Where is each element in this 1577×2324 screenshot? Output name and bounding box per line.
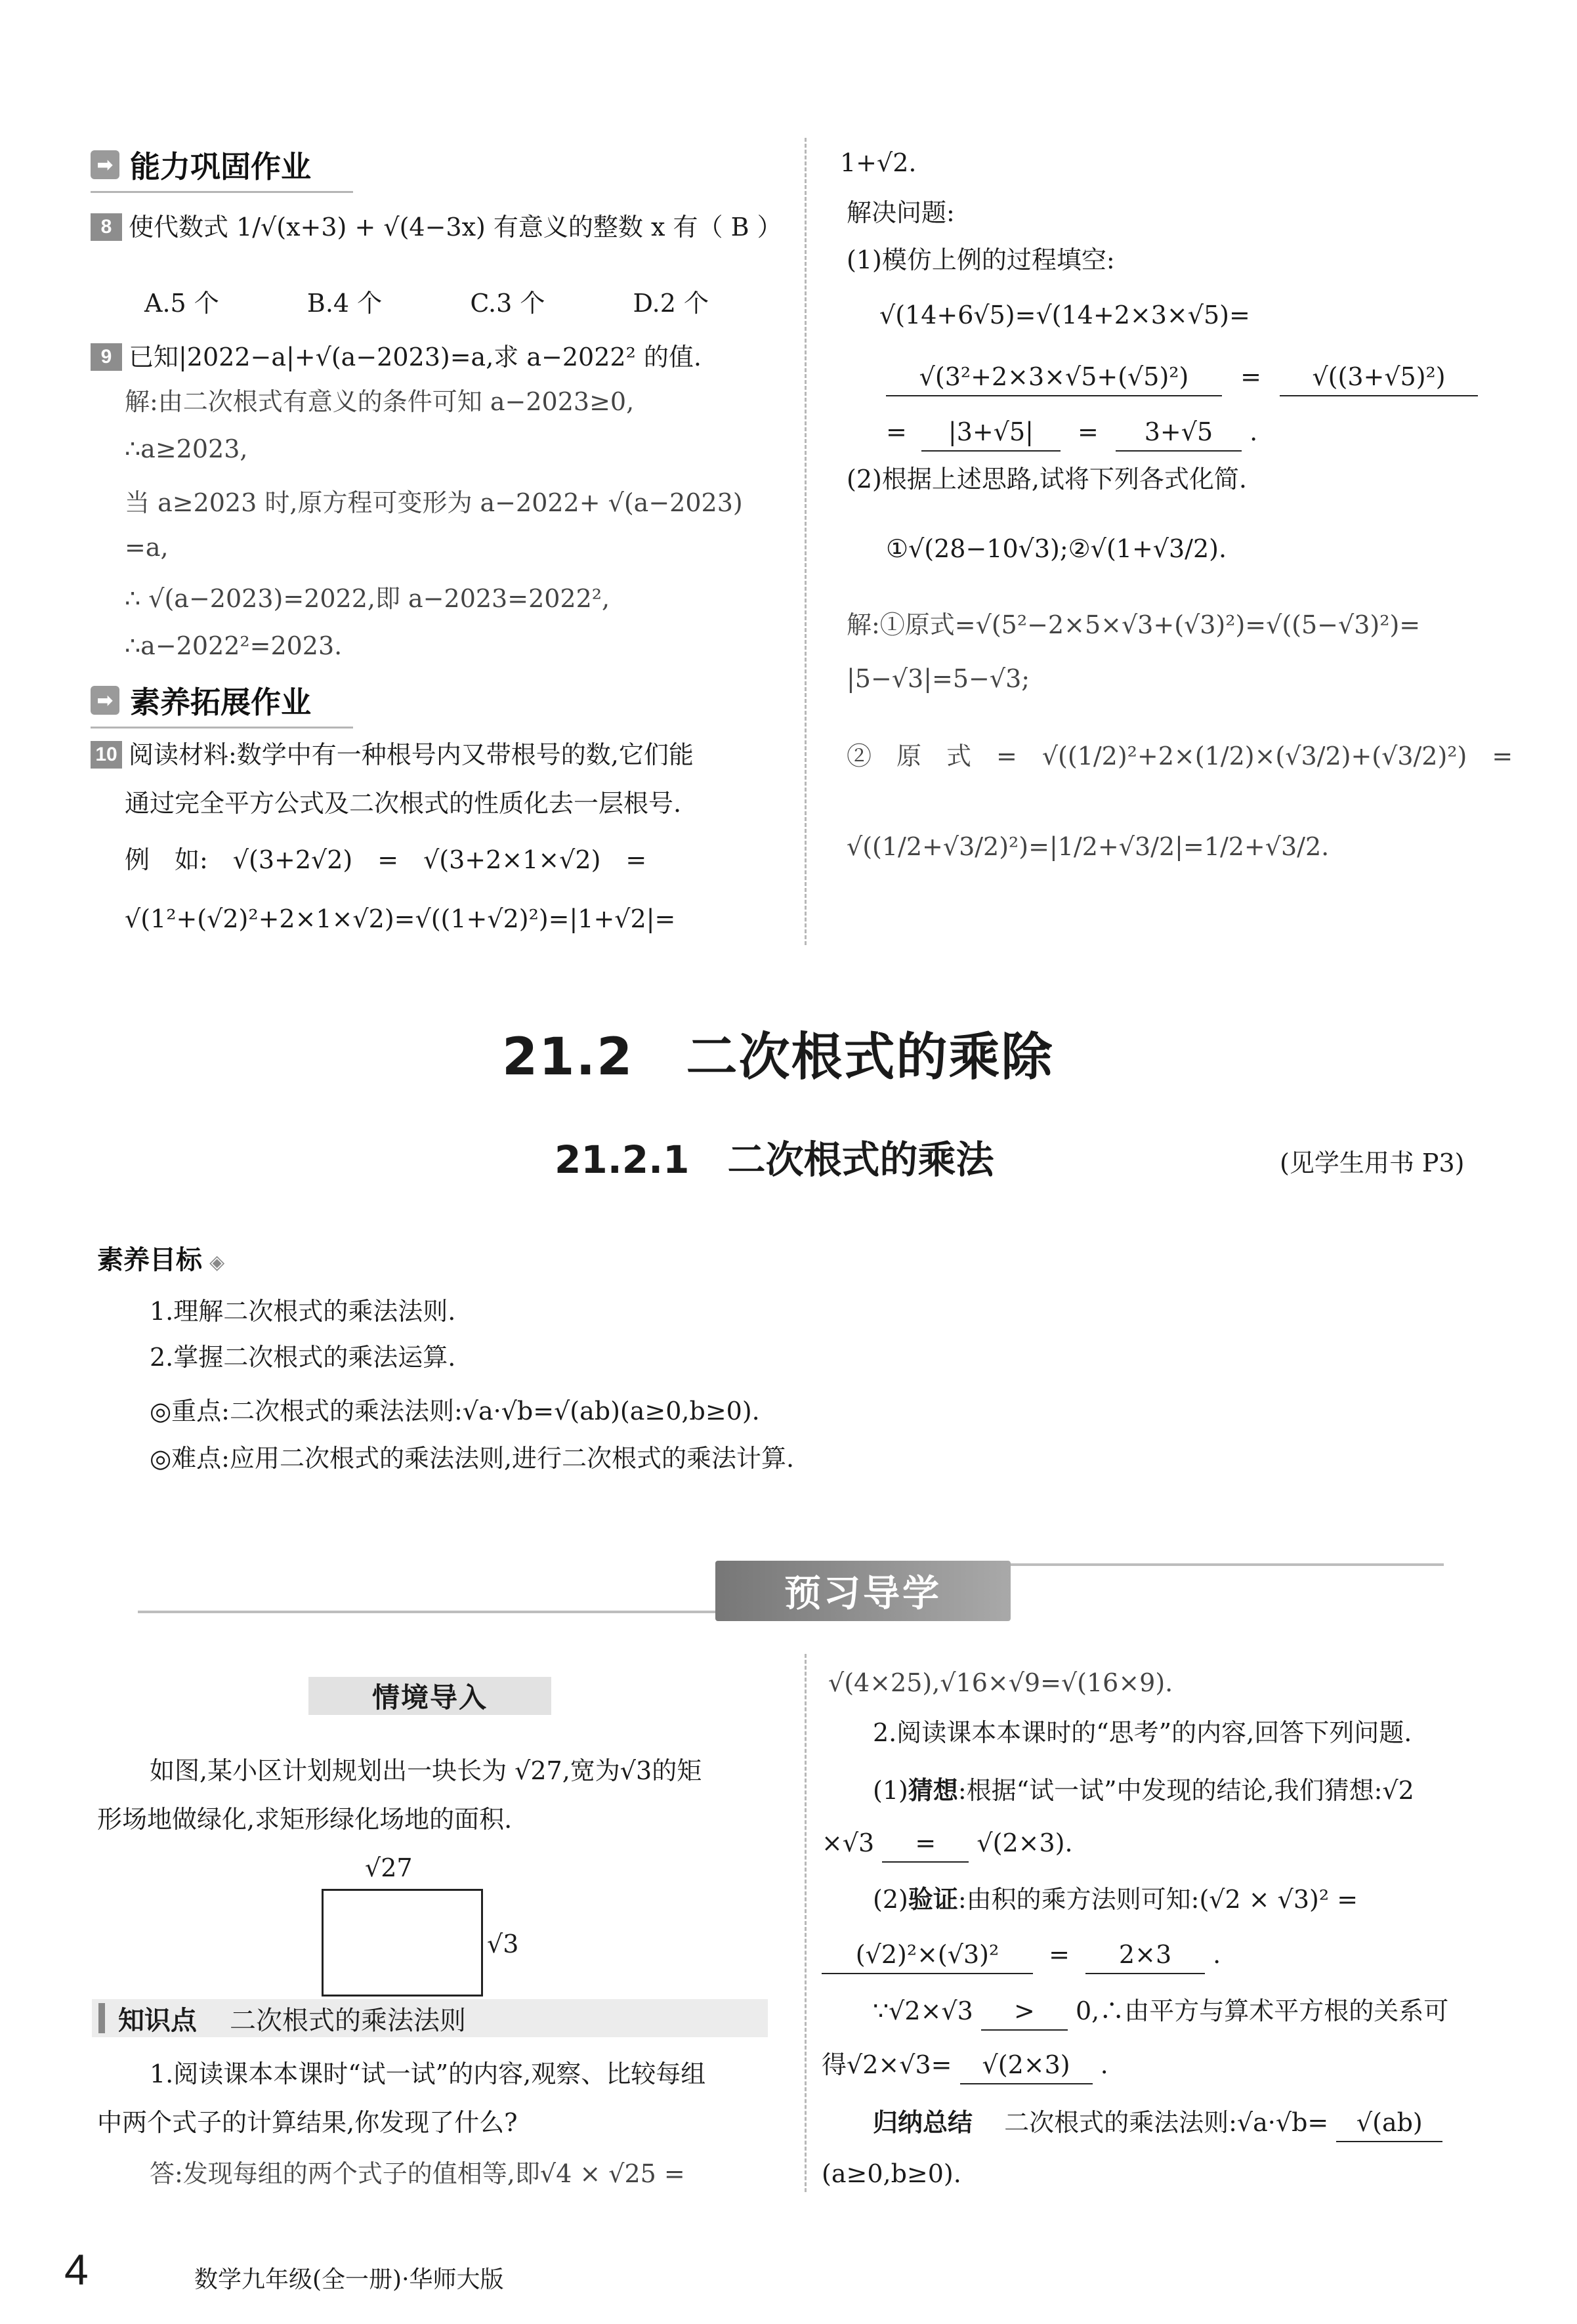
knowledge-label: 知识点 [118, 2006, 197, 2035]
part-2-solution: |5−√3|=5−√3; [847, 664, 1030, 693]
preview-banner: 预习导学 [715, 1561, 1011, 1621]
expr: ×√3 [822, 1828, 875, 1857]
goals-label-text: 素养目标 [97, 1246, 202, 1275]
question-number: 9 [91, 343, 122, 371]
answer-blank: 3+√5 [1116, 413, 1242, 452]
goals-label [97, 1239, 224, 1277]
fill-row-2 [886, 413, 1257, 452]
right-bottom-line: √(4×25),√16×√9=√(16×9). [828, 1668, 1173, 1697]
since-line [873, 1993, 1448, 2031]
question-text: 阅读材料:数学中有一种根号内又带根号的数,它们能 [129, 740, 694, 769]
summary-text: 二次根式的乘法法则:√a·√b= [1004, 2108, 1329, 2137]
question-10-line [91, 736, 694, 773]
part-2-items: ①√(28−10√3);②√(1+√3/2). [886, 534, 1227, 563]
knowledge-answer: 答:发现每组的两个式子的值相等,即√4 × √25 = [150, 2159, 685, 2188]
header-underline [91, 191, 353, 193]
question-text: 使代数式 1/√(x+3) + √(4−3x) 有意义的整数 x 有（ B ） [129, 213, 782, 242]
section-header-extension [91, 679, 311, 722]
goal-item: 1.理解二次根式的乘法法则. [150, 1297, 456, 1326]
goal-item: 2.掌握二次根式的乘法运算. [150, 1343, 456, 1372]
fill-row-1 [886, 358, 1478, 396]
summary-line [873, 2104, 1442, 2142]
option-b: B.4 个 [306, 289, 383, 318]
answer-blank: √((3+√5)²) [1280, 358, 1478, 396]
part-2-solution: √((1/2+√3/2)²)=|1/2+√3/2|=1/2+√3/2. [847, 832, 1330, 861]
equals-sign: = [1240, 362, 1261, 391]
rectangle-width-label: √3 [487, 1930, 519, 1958]
goal-difficulty: ◎难点:应用二次根式的乘法法则,进行二次根式的乘法计算. [150, 1444, 795, 1473]
header-label: 能力巩固作业 [130, 150, 311, 184]
verify-answer-line [822, 1936, 1221, 1974]
q9-solution-line: ∴ √(a−2023)=2022,即 a−2023=2022², [125, 584, 610, 613]
header-underline [91, 727, 353, 729]
header-label: 素养拓展作业 [130, 685, 311, 719]
part-num: (1) [873, 1776, 908, 1805]
summary-label: 归纳总结 [873, 2109, 973, 2137]
knowledge-point-bar [92, 1999, 768, 2037]
part-num: (2) [873, 1885, 908, 1914]
answer-blank: > [981, 1993, 1068, 2031]
option-d: D.2 个 [633, 289, 709, 318]
question-9-stem [91, 339, 702, 375]
section-title: 21.2 二次根式的乘除 [502, 1028, 1054, 1087]
column-divider [805, 1654, 807, 2192]
rectangle-length-label: √27 [365, 1853, 413, 1882]
bar-tick [98, 2003, 105, 2033]
expr: 0,∴由平方与算术平方根的关系可 [1076, 1997, 1449, 2025]
q9-solution-line: 当 a≥2023 时,原方程可变形为 a−2022+ √(a−2023) [125, 488, 743, 517]
right-bottom-line: 2.阅读课本本课时的“思考”的内容,回答下列问题. [873, 1718, 1412, 1747]
guess-text: :根据“试一试”中发现的结论,我们猜想:√2 [957, 1776, 1414, 1805]
question-text: 已知|2022−a|+√(a−2023)=a,求 a−2022² 的值. [129, 343, 702, 371]
question-10-line: 通过完全平方公式及二次根式的性质化去一层根号. [125, 789, 682, 818]
subsection-title: 21.2.1 二次根式的乘法 [555, 1137, 994, 1182]
banner-rail-right [1011, 1563, 1444, 1566]
column-divider [805, 138, 807, 945]
period: . [1213, 1940, 1221, 1969]
answer-blank: (√2)²×(√3)² [822, 1936, 1033, 1974]
page-number: 4 [64, 2245, 89, 2294]
equals-sign: = [886, 417, 907, 446]
option-c: C.3 个 [470, 289, 545, 318]
part-2-solution: 解:①原式=√(5²−2×5×√3+(√3)²)=√((5−√3)²)= [847, 610, 1421, 639]
guess-answer-line [822, 1825, 1073, 1863]
answer-blank: |3+√5| [921, 413, 1061, 452]
situation-text: 如图,某小区计划规划出一块长为 √27,宽为√3的矩 [150, 1756, 702, 1785]
answer-blank: √(ab) [1336, 2104, 1442, 2142]
q9-solution-line: 解:由二次根式有意义的条件可知 a−2023≥0, [125, 387, 635, 416]
part-2-prompt: (2)根据上述思路,试将下列各式化简. [847, 465, 1247, 494]
part-2-solution: ② 原 式 = √((1/2)²+2×(1/2)×(√3/2)+(√3/2)²) = [847, 742, 1513, 771]
option-a: A.5 个 [144, 289, 219, 318]
summary-condition: (a≥0,b≥0). [822, 2159, 961, 2188]
expr: ∵√2×√3 [873, 1997, 973, 2025]
section-header-consolidation [91, 143, 311, 186]
q9-solution-line: ∴a−2022²=2023. [125, 631, 343, 660]
q9-solution-line: =a, [125, 533, 169, 562]
expr: √(2×3). [977, 1828, 1073, 1857]
diamond-icon: ◈ [209, 1252, 225, 1273]
verify-text: :由积的乘方法则可知:(√2 × √3)² = [957, 1885, 1358, 1914]
right-line: (1)模仿上例的过程填空: [847, 245, 1115, 274]
book-reference: (见学生用书 P3) [1280, 1149, 1465, 1177]
question-8-stem [91, 209, 782, 245]
answer-blank: = [882, 1825, 969, 1863]
period: . [1100, 2050, 1108, 2079]
knowledge-text: 1.阅读课本本课时“试一试”的内容,观察、比较每组 [150, 2060, 706, 2088]
q9-solution-line: ∴a≥2023, [125, 434, 248, 463]
period: . [1250, 417, 1258, 446]
book-title: 数学九年级(全一册)·华师大版 [194, 2266, 504, 2293]
right-line: 解决问题: [847, 198, 955, 227]
answer-blank: √(2×3) [960, 2046, 1093, 2084]
question-number: 8 [91, 213, 122, 241]
guess-line [873, 1772, 1414, 1809]
situation-label: 情境导入 [308, 1677, 551, 1715]
knowledge-title: 二次根式的乘法法则 [230, 2006, 466, 2035]
right-line: √(14+6√5)=√(14+2×3×√5)= [879, 301, 1250, 329]
rectangle-figure [322, 1889, 483, 1997]
therefore-line [822, 2046, 1108, 2084]
expr: 得√2×√3= [822, 2050, 952, 2079]
answer-blank: √(3²+2×3×√5+(√5)²) [886, 358, 1222, 396]
banner-rail-left [138, 1611, 715, 1613]
verify-line [873, 1881, 1358, 1918]
right-line: 1+√2. [840, 148, 917, 177]
question-number: 10 [91, 741, 122, 769]
goal-key-point: ◎重点:二次根式的乘法法则:√a·√b=√(ab)(a≥0,b≥0). [150, 1397, 760, 1426]
arrow-icon: ➡ [91, 150, 119, 179]
situation-text: 形场地做绿化,求矩形绿化场地的面积. [97, 1805, 513, 1834]
question-8-options [144, 285, 709, 322]
answer-blank: 2×3 [1085, 1936, 1205, 1974]
knowledge-text: 中两个式子的计算结果,你发现了什么? [97, 2108, 518, 2137]
equals-sign: = [1049, 1940, 1070, 1969]
equals-sign: = [1078, 417, 1099, 446]
verify-label: 验证 [908, 1886, 958, 1914]
guess-label: 猜想 [908, 1777, 958, 1805]
arrow-icon: ➡ [91, 686, 119, 715]
question-10-line: 例 如: √(3+2√2) = √(3+2×1×√2) = [125, 845, 647, 874]
question-10-line: √(1²+(√2)²+2×1×√2)=√((1+√2)²)=|1+√2|= [125, 904, 676, 933]
